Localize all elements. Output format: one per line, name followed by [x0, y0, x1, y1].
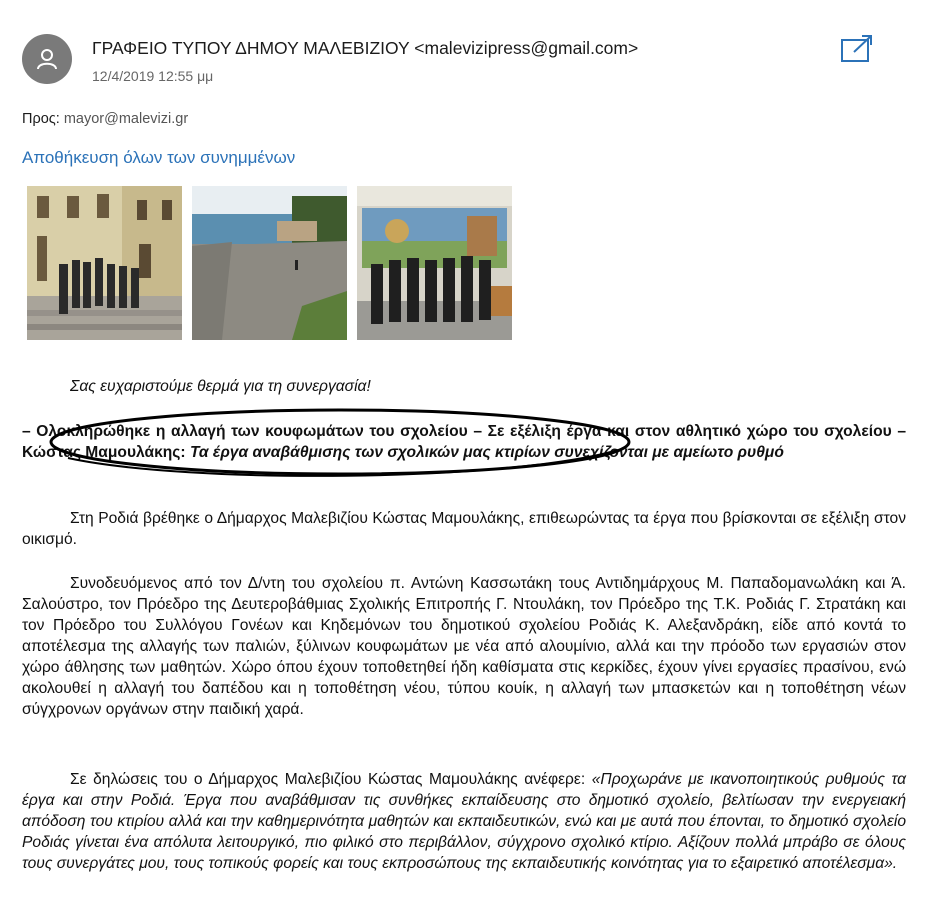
headline-bold-text: – Ολοκληρώθηκε η αλλαγή των κουφωμάτων του σχολείου – Σε εξέλιξη έργα και στον αθλητικό χώρο του σχολείου – Κώστας Μαμουλάκης:	[22, 423, 906, 461]
open-in-new-window-button[interactable]	[840, 34, 874, 64]
attachment-thumbnail-3[interactable]	[357, 186, 512, 340]
to-label: Προς:	[22, 111, 60, 127]
open-in-new-window-icon	[840, 34, 874, 64]
paragraph-3-quote: «Προχωράνε με ικανοποιητικούς ρυθμούς τα έργα και στην Ροδιά. Έργα που αναβάθμισαν τις συνθήκες εκπαίδευσης στο δημοτικό σχολείο, βελτίωσαν την ενεργειακή απόδοση του κτιρίου αλλά και την καθημερινότητα μαθητών και εκπαιδευτικών, ενώ και με αυτά που έπονται, το δημοτικό σχολείο Ροδιάς γίνεται ένα απόλυτα λειτουργικό, πιο φιλικό στο περιβάλλον, σύγχρονο σχολικό κτίριο. Αξίζουν πολλά μπράβο σε όλους τους συνεργάτες μου, τους τοπικούς φορείς και τους εκπροσώπους της εκπαιδευτικής κοινότητας για το εξαιρετικό αποτέλεσμα».	[22, 771, 906, 872]
message-datetime: 12/4/2019 12:55 μμ	[92, 68, 214, 84]
paragraph-3-normal: Σε δηλώσεις του ο Δήμαρχος Μαλεβιζίου Κώστας Μαμουλάκης ανέφερε:	[70, 771, 592, 788]
press-headline	[22, 421, 906, 463]
sender-avatar[interactable]	[22, 34, 72, 84]
attachment-thumbnail-1[interactable]	[27, 186, 182, 340]
headline-italic-text: Τα έργα αναβάθμισης των σχολικών μας κτιρίων συνεχίζονται με αμείωτο ρυθμό	[189, 444, 784, 461]
recipient-address[interactable]: mayor@malevizi.gr	[63, 111, 189, 127]
person-icon	[34, 46, 60, 72]
recipient-line	[22, 111, 188, 127]
paragraph-2: Συνοδευόμενος από τον Δ/ντη του σχολείου π. Αντώνη Κασσωτάκη τους Αντιδημάρχους Μ. Παπαδομανωλάκη και Ά. Σαλούστρο, τον Πρόεδρο της Δευτεροβάθμιας Σχολικής Επιτροπής Γ. Ντουλάκη, τον Πρόεδρο της Τ.Κ. Ροδιάς Γ. Στρατάκη και τον Πρόεδρο του Συλλόγου Γονέων και Κηδεμόνων του δημοτικού σχολείου Ροδιάς Κ. Αλεξανδράκη, είδε από κοντά το αποτέλεσμα της αλλαγής των παλιών, ξύλινων κουφωμάτων με νέα από αλουμίνιο, αλλά και την πρόοδο των εργασιών στον χώρο άθλησης των μαθητών. Χώρο όπου έχουν τοποθετηθεί ήδη καθίσματα στις κερκίδες, έχουν γίνει εργασίες πρασίνου, ενώ ακολουθεί η αλλαγή του δαπέδου και η τοποθέτηση νέου, τύπου κουίκ, η αλλαγή των μπασκετών και η τοποθέτηση νέων σύγχρονων οργάνων στην παιδική χαρά.	[22, 575, 906, 718]
attachment-thumbnail-2[interactable]	[192, 186, 347, 340]
paragraph-3	[22, 769, 906, 874]
sender-name: ΓΡΑΦΕΙΟ ΤΥΠΟΥ ΔΗΜΟΥ ΜΑΛΕΒΙΖΙΟΥ <malevizipress@gmail.com>	[92, 38, 639, 58]
save-all-attachments-link[interactable]: Αποθήκευση όλων των συνημμένων	[22, 148, 296, 167]
paragraph-1: Στη Ροδιά βρέθηκε ο Δήμαρχος Μαλεβιζίου Κώστας Μαμουλάκης, επιθεωρώντας τα έργα που βρίσκονται σε εξέλιξη στον οικισμό.	[22, 510, 906, 548]
thanks-line: Σας ευχαριστούμε θερμά για τη συνεργασία!	[70, 378, 371, 395]
